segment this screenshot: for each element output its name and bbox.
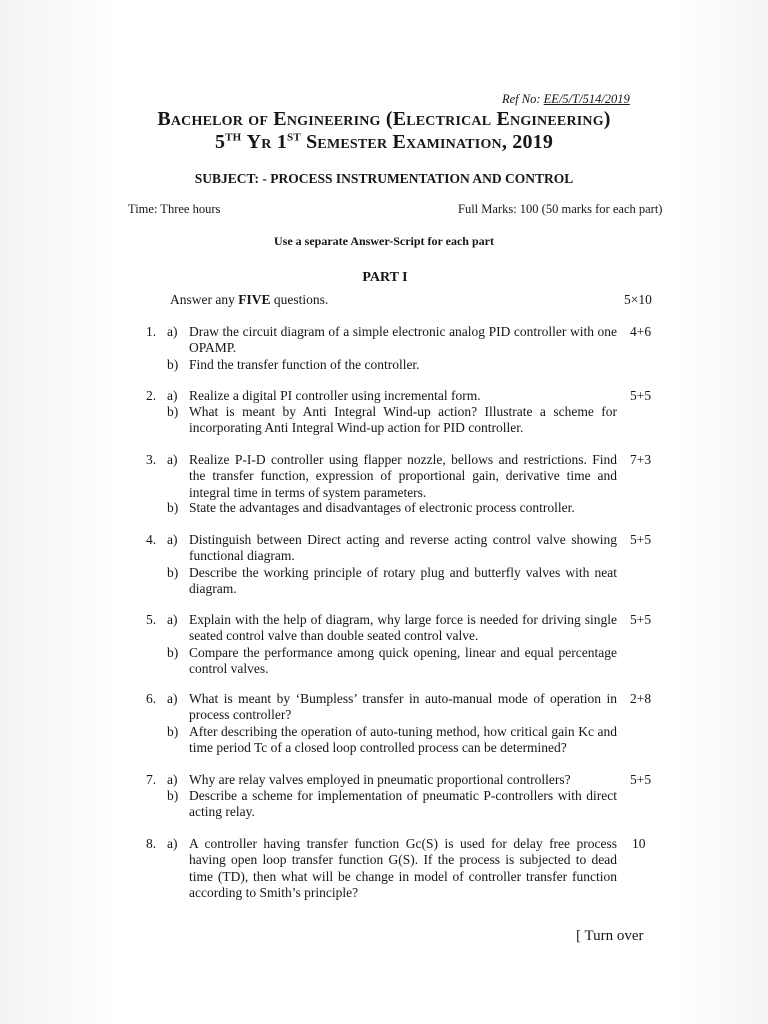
reference-number xyxy=(502,92,630,107)
ref-label: Ref No: xyxy=(502,92,541,106)
part-label: b) xyxy=(167,565,179,580)
question-number: 1. xyxy=(146,324,157,339)
question-text: After describing the operation of auto-tuning method, how critical gain Kc and time period Tc of a closed loop controlled process can be determined? xyxy=(189,724,617,756)
question-text: Realize P-I-D controller using flapper nozzle, bellows and restrictions. Find the transfer function, expression of proportional gain, derivative time and integral time in terms of system parameters. xyxy=(189,452,617,500)
ref-code: EE/5/T/514/2019 xyxy=(543,92,630,106)
subject-line: SUBJECT: - PROCESS INSTRUMENTATION AND CONTROL xyxy=(194,171,574,186)
question-marks: 7+3 xyxy=(630,452,652,467)
part-label: a) xyxy=(167,612,178,627)
part-title: PART I xyxy=(362,270,408,285)
question-marks: 2+8 xyxy=(630,691,652,706)
question-marks: 4+6 xyxy=(630,324,652,339)
question-text: Find the transfer function of the controller. xyxy=(189,357,420,372)
semester-exam-label: Semester Examination, 2019 xyxy=(306,131,554,153)
part-label: a) xyxy=(167,772,178,787)
question-text: Draw the circuit diagram of a simple electronic analog PID controller with one OPAMP. xyxy=(189,324,617,356)
part-label: b) xyxy=(167,788,179,803)
question-marks: 10 xyxy=(632,836,646,851)
question-text: Why are relay valves employed in pneumatic proportional controllers? xyxy=(189,772,571,787)
question-text: Describe a scheme for implementation of pneumatic P-controllers with direct acting relay. xyxy=(189,788,617,820)
question-number: 2. xyxy=(146,388,157,403)
question-marks: 5+5 xyxy=(630,772,652,787)
instruction-suffix: questions. xyxy=(270,292,329,307)
question-number: 5. xyxy=(146,612,157,627)
question-number: 8. xyxy=(146,836,157,851)
instruction-marks: 5×10 xyxy=(624,292,652,307)
question-number: 7. xyxy=(146,772,157,787)
question-text: A controller having transfer function Gc(S) is used for delay free process having open loop transfer function G(S). If the process is subjected to dead time (TD), then what will be change in model of controller transfer function according to Smith’s principle? xyxy=(189,836,617,900)
question-marks: 5+5 xyxy=(630,532,652,547)
time-allowed: Time: Three hours xyxy=(128,202,221,216)
question-text: Describe the working principle of rotary plug and butterfly valves with neat diagram. xyxy=(189,565,617,597)
year-superscript: TH xyxy=(225,131,242,144)
semester-superscript: ST xyxy=(287,131,301,144)
question-text: Realize a digital PI controller using incremental form. xyxy=(189,388,481,403)
part-label: a) xyxy=(167,388,178,403)
part-label: b) xyxy=(167,724,179,739)
part-label: b) xyxy=(167,404,179,419)
question-marks: 5+5 xyxy=(630,388,652,403)
question-text: State the advantages and disadvantages of electronic process controller. xyxy=(189,500,575,515)
part-label: b) xyxy=(167,357,179,372)
question-number: 3. xyxy=(146,452,157,467)
year-number: 5 xyxy=(214,131,226,153)
question-text: Explain with the help of diagram, why large force is needed for driving single seated control valve than double seated control valve. xyxy=(189,612,617,644)
year-label: Yr xyxy=(246,131,272,153)
part-label: a) xyxy=(167,691,178,706)
part-label: b) xyxy=(167,645,179,660)
question-number: 4. xyxy=(146,532,157,547)
part-label: b) xyxy=(167,500,179,515)
part-label: a) xyxy=(167,452,178,467)
question-marks: 5+5 xyxy=(630,612,652,627)
part-label: a) xyxy=(167,836,178,851)
degree-title: Bachelor of Engineering (Electrical Engineering) xyxy=(157,108,611,130)
instruction-bold: FIVE xyxy=(238,292,271,307)
question-text: Compare the performance among quick opening, linear and equal percentage control valves. xyxy=(189,645,617,677)
turn-over-note: [ Turn over xyxy=(576,928,644,944)
part-label: a) xyxy=(167,532,178,547)
instruction-prefix: Answer any xyxy=(170,292,239,307)
part-label: a) xyxy=(167,324,178,339)
exam-title xyxy=(0,131,768,154)
semester-number: 1 xyxy=(276,131,288,153)
question-number: 6. xyxy=(146,691,157,706)
question-text: What is meant by ‘Bumpless’ transfer in auto-manual mode of operation in process controller? xyxy=(189,691,617,723)
full-marks: Full Marks: 100 (50 marks for each part) xyxy=(458,202,663,216)
answer-script-note: Use a separate Answer-Script for each part xyxy=(274,234,494,248)
question-text: What is meant by Anti Integral Wind-up action? Illustrate a scheme for incorporating Anti Integral Wind-up action for PID controller. xyxy=(189,404,617,436)
question-text: Distinguish between Direct acting and reverse acting control valve showing functional diagram. xyxy=(189,532,617,564)
instruction xyxy=(170,292,328,308)
